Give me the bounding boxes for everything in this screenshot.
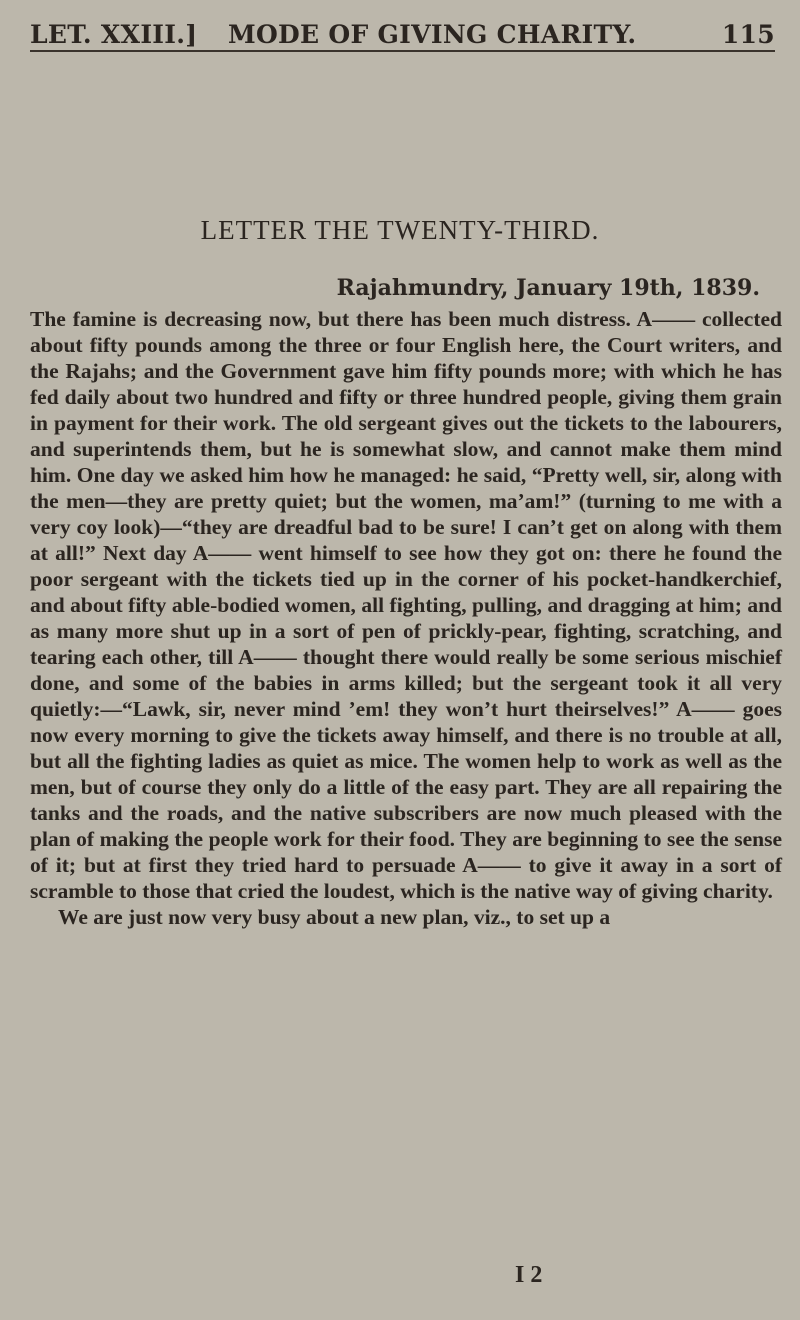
page-number: 115 bbox=[721, 20, 775, 49]
body-paragraph: We are just now very busy about a new plan, viz., to set up a bbox=[58, 905, 611, 929]
running-head bbox=[30, 14, 775, 52]
signature-mark: I 2 bbox=[515, 1262, 543, 1288]
letter-heading: LETTER THE TWENTY-THIRD. bbox=[200, 215, 600, 245]
running-head-title: MODE OF GIVING CHARITY. bbox=[228, 20, 637, 49]
letter-dateline: Rajahmundry, January 19th, 1839. bbox=[336, 275, 760, 301]
running-head-letter-number: LET. XXIII.] bbox=[30, 20, 198, 49]
body-paragraph: The famine is decreasing now, but there has been much distress. A—— collected about fifty pounds among the three or four English here, the Court writers, and the Rajahs; and the Government gave him fifty pounds more; with which he has fed daily about two hundred and fifty or three hundred people, giving them grain in payment for their work. The old sergeant gives out the tickets to the labourers, and superintends them, but he is somewhat slow, and cannot make them mind him. One day we asked him how he managed: he said, “Pretty well, sir, along with the men—they are pretty quiet; but the women, ma’am!” (turning to me with a very coy look)—“they are dreadful bad to be sure! I can’t get on along with them at all!” Next day A—— went himself to see how they got on: there he found the poor sergeant with the tickets tied up in the corner of his pocket-handkerchief, and about fifty able-bodied women, all fighting, pulling, and dragging at him; and as many more shut up in a sort of pen of prickly-pear, fighting, scratching, and tearing each other, till A—— thought there would really be some serious mischief done, and some of the babies in arms killed; but the sergeant took it all very quietly:—“Lawk, sir, never mind ’em! they won’t hurt theirselves!” A—— goes now every morning to give the tickets away himself, and there is no trouble at all, but all the fighting ladies as quiet as mice. The women help to work as well as the men, but of course they only do a little of the easy part. They are all repairing the tanks and the roads, and the native subscribers are now much pleased with the plan of making the people work for their food. They are beginning to see the sense of it; but at first they tried hard to persuade A—— to give it away in a sort of scramble to those that cried the loudest, which is the native way of giving charity. bbox=[30, 307, 782, 903]
letter-body bbox=[30, 306, 782, 930]
